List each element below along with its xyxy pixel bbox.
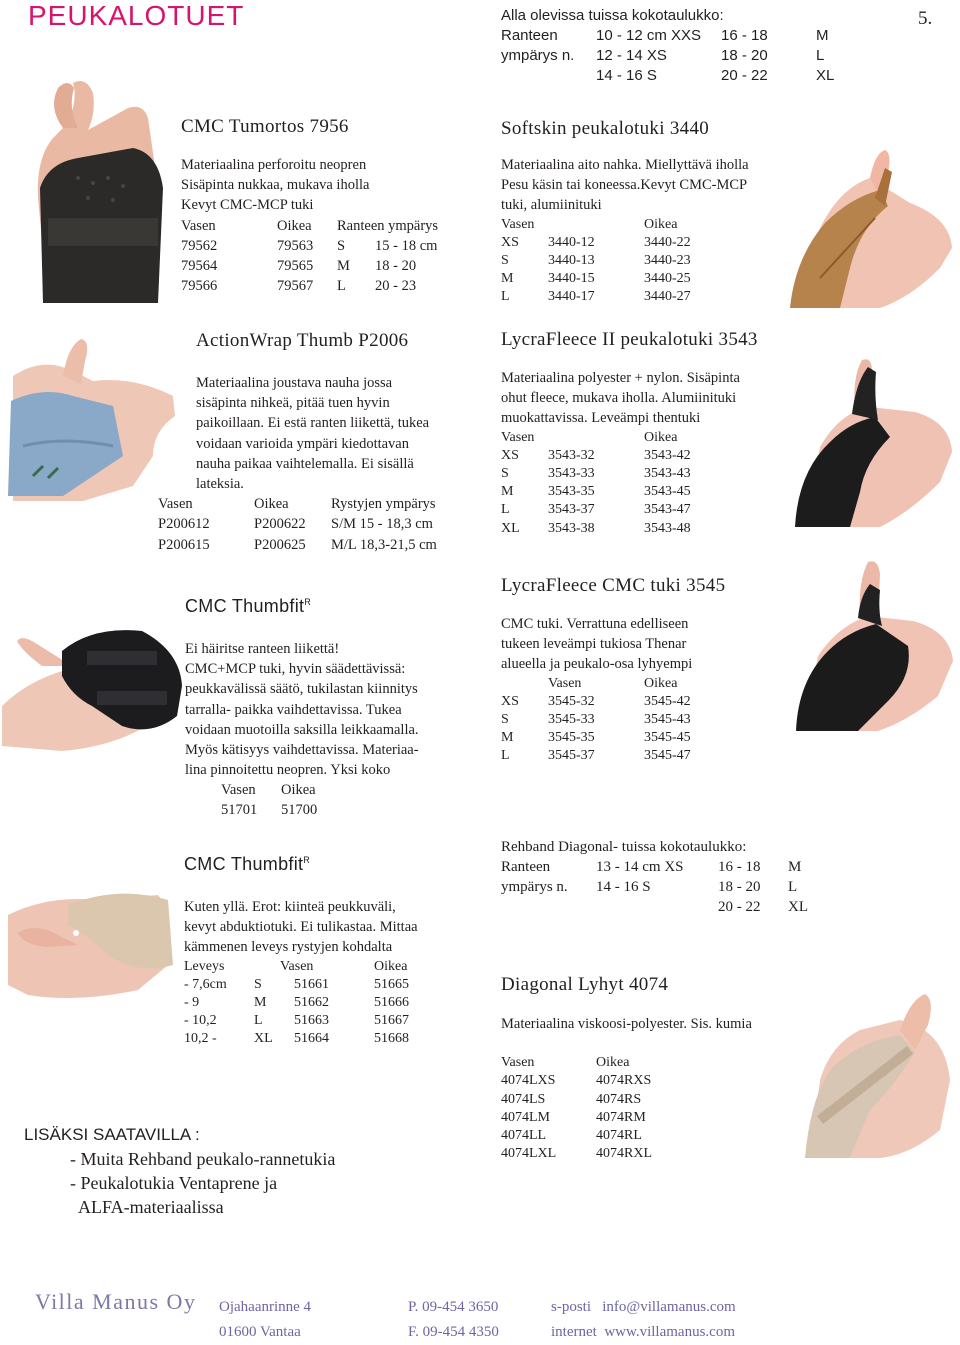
table-cell: Ranteen ympärys (337, 217, 439, 234)
size-cell: 18 - 20 (718, 879, 761, 895)
hand-with-beige-thumbfit-splint-image (8, 855, 176, 1003)
size-cell: 13 - 14 cm XS (596, 859, 684, 875)
product-desc-line: Myös kätisyys vaihdettavissa. Materiaa- (185, 742, 419, 759)
table-cell: S/M 15 - 18,3 cm (331, 516, 433, 533)
table-cell: 3545-35 (548, 730, 595, 746)
product-title: LycraFleece CMC tuki 3545 (501, 575, 726, 596)
product-desc-line: peukkavälissä säätö, tukilastan kiinnitys (185, 681, 418, 698)
hand-with-black-lycrafleece-thumb-support-image (790, 352, 955, 527)
table-cell: Oikea (644, 216, 678, 232)
size-chart-diagonal (501, 837, 821, 917)
table-cell: Leveys (184, 958, 225, 974)
table-cell: S (501, 712, 509, 728)
size-cell: L (816, 47, 825, 64)
product-title-text: CMC Thumbfit (185, 596, 305, 616)
table-cell: 79566 (181, 278, 218, 295)
size-cell: 10 - 12 cm XXS (596, 27, 702, 44)
product-title: Softskin peukalotuki 3440 (501, 118, 710, 139)
table-cell: Oikea (644, 675, 678, 691)
hand-with-tan-leather-thumb-splint-image (780, 148, 955, 310)
table-cell: 51700 (281, 802, 318, 819)
footer-address (219, 1295, 311, 1345)
table-cell: 4074LM (501, 1109, 550, 1125)
product-desc-line: tukeen leveämpi tukiosa Thenar (501, 636, 687, 653)
table-cell: 3545-33 (548, 712, 595, 728)
product-51700 (185, 596, 485, 820)
table-cell: Oikea (374, 958, 408, 974)
table-cell: Oikea (281, 782, 316, 799)
size-chart-heading: Alla olevissa tuissa kokotaulukko: (501, 7, 724, 24)
table-cell: 51663 (294, 1013, 329, 1029)
table-cell: 4074RS (596, 1091, 642, 1107)
table-cell: Vasen (501, 429, 535, 445)
table-cell: 15 - 18 cm (375, 237, 438, 254)
extra-line: ALFA-materiaalissa (70, 1197, 224, 1217)
product-title: ActionWrap Thumb P2006 (196, 330, 409, 351)
product-desc-line: alueella ja peukalo-osa lyhyempi (501, 656, 693, 673)
size-cell (501, 897, 596, 917)
hand-with-black-perforated-thumb-brace-image (8, 68, 176, 308)
table-cell: XS (501, 234, 519, 250)
table-cell: 51665 (374, 976, 409, 992)
product-desc-line: Kevyt CMC-MCP tuki (181, 197, 314, 214)
table-cell: 4074RM (596, 1109, 646, 1125)
table-cell: Vasen (501, 1055, 535, 1071)
fax-number: F. 09-454 4350 (408, 1324, 499, 1340)
product-7956 (181, 116, 475, 296)
footer-phone (408, 1295, 499, 1345)
table-cell: L (501, 289, 510, 305)
table-cell: P200615 (158, 536, 210, 553)
size-cell: 16 - 18 (721, 27, 768, 44)
product-desc-line: Materiaalina perforoitu neopren (181, 157, 367, 173)
table-cell: - 9 (184, 995, 200, 1011)
table-cell: Vasen (280, 958, 314, 974)
table-cell: S (501, 466, 509, 482)
hand-with-blue-wrap-thumb-support-image (3, 336, 178, 501)
table-cell: 3543-37 (548, 502, 595, 518)
table-cell: 3543-35 (548, 484, 595, 500)
size-cell (596, 897, 718, 917)
table-cell: 79565 (277, 258, 314, 275)
table-cell: Vasen (181, 217, 216, 234)
table-cell: - 7,6cm (184, 976, 227, 992)
table-cell: 3545-47 (644, 748, 691, 764)
page-number: 5. (918, 8, 933, 29)
table-cell (548, 216, 644, 234)
table-cell: 4074LXS (501, 1073, 556, 1089)
product-desc-line: voidaan muotoilla saksilla leikkaamalla. (185, 721, 419, 738)
size-cell (501, 66, 596, 86)
table-cell: 4074RXL (596, 1146, 652, 1162)
product-3545 (501, 575, 801, 766)
table-cell: XS (501, 447, 519, 463)
product-title: Diagonal Lyhyt 4074 (501, 974, 669, 995)
table-cell: 3543-48 (644, 520, 691, 536)
size-cell: 12 - 14 XS (596, 47, 667, 64)
product-title-text: CMC Thumbfit (184, 854, 304, 874)
product-4074 (501, 974, 801, 1163)
table-cell: 3545-43 (644, 712, 691, 728)
table-cell: P200622 (254, 516, 306, 533)
table-cell: 79564 (181, 258, 218, 275)
table-cell: 51661 (294, 976, 329, 992)
extra-line: - Peukalotukia Ventaprene ja (70, 1173, 278, 1193)
product-desc-line: Kuten yllä. Erot: kiinteä peukkuväli, (184, 899, 396, 915)
table-cell: L (337, 278, 346, 295)
product-desc-line: Materiaalina viskoosi-polyester. Sis. kumia (501, 1016, 752, 1032)
table-cell: 3440-13 (548, 253, 595, 269)
table-cell: M (501, 271, 514, 287)
extra-line: - Muita Rehband peukalo-rannetukia (70, 1149, 336, 1169)
table-cell: 51667 (374, 1013, 409, 1029)
size-cell: 20 - 22 (721, 67, 768, 84)
registered-mark: R (303, 855, 311, 865)
table-cell: 3545-45 (644, 730, 691, 746)
table-cell: Vasen (158, 496, 193, 513)
table-cell: 18 - 20 (375, 258, 417, 275)
table-cell: 3545-32 (548, 693, 595, 709)
size-cell: 16 - 18 (718, 859, 761, 875)
table-cell (548, 429, 644, 447)
size-cell: L (788, 879, 798, 895)
table-cell: Oikea (277, 217, 312, 234)
product-p2006 (158, 330, 488, 555)
size-cell: 18 - 20 (721, 47, 768, 64)
size-cell: ympärys n. (501, 879, 568, 895)
table-cell: M (501, 730, 514, 746)
email-label: s-posti (551, 1299, 592, 1315)
table-cell: Oikea (596, 1055, 630, 1071)
table-cell: Oikea (254, 496, 289, 513)
web-label: internet (551, 1324, 597, 1340)
table-cell: Vasen (501, 216, 535, 232)
table-cell: S (501, 253, 509, 269)
phone-number: P. 09-454 3650 (408, 1299, 499, 1315)
product-desc-line: lina pinnoitettu neopren. Yksi koko (185, 762, 391, 779)
product-desc-line: Materiaalina joustava nauha jossa (196, 375, 393, 391)
table-cell: 3440-15 (548, 271, 595, 287)
product-3440 (501, 118, 801, 307)
size-cell: Ranteen (501, 27, 558, 44)
table-cell: XL (254, 1031, 273, 1047)
table-cell (501, 675, 548, 693)
table-cell: 10,2 - (184, 1031, 217, 1047)
product-desc-line: nauha paikaa vaihtelemalla. Ei sisällä (196, 455, 414, 472)
product-desc-line: CMC tuki. Verrattuna edelliseen (501, 616, 689, 632)
table-cell: P200625 (254, 536, 306, 553)
size-cell: 14 - 16 S (596, 879, 651, 895)
table-cell: L (254, 1013, 263, 1029)
table-cell: Vasen (548, 675, 582, 691)
size-cell: ympärys n. (501, 47, 575, 64)
table-cell: 3545-42 (644, 693, 691, 709)
hand-with-black-cmc-thumb-support-image (788, 556, 955, 731)
table-cell: - 10,2 (184, 1013, 217, 1029)
table-cell: XL (501, 520, 520, 536)
table-cell: 4074LL (501, 1128, 547, 1144)
table-cell: M (254, 995, 267, 1011)
product-3543 (501, 329, 801, 538)
size-chart-top (501, 6, 835, 86)
footer-contact (551, 1295, 736, 1345)
size-cell: 20 - 22 (718, 899, 761, 915)
table-cell: M (501, 484, 514, 500)
table-cell: 3543-38 (548, 520, 595, 536)
table-cell: 3440-25 (644, 271, 691, 287)
table-cell: 3543-42 (644, 447, 691, 463)
table-cell: M (337, 258, 350, 275)
email-link[interactable]: info@villamanus.com (602, 1299, 736, 1315)
table-cell: S (254, 976, 262, 992)
table-cell: 51664 (294, 1031, 329, 1047)
table-cell: Oikea (644, 429, 678, 445)
hand-with-beige-diagonal-thumb-support-image (800, 990, 955, 1158)
product-desc-line: paikoillaan. Ei estä ranten liikettä, tukea (196, 415, 430, 432)
table-cell: Vasen (221, 782, 256, 799)
table-cell: 3543-47 (644, 502, 691, 518)
product-desc-line: kämmenen leveys rystyjen kohdalta (184, 939, 393, 956)
table-cell: 20 - 23 (375, 278, 417, 295)
hand-with-black-neoprene-thumbfit-brace-image (2, 596, 184, 756)
table-cell: 4074RXS (596, 1073, 652, 1089)
product-desc-line: lateksia. (196, 476, 244, 493)
product-title: LycraFleece II peukalotuki 3543 (501, 329, 758, 350)
product-desc-line: Sisäpinta nukkaa, mukava iholla (181, 177, 370, 194)
table-cell: 79562 (181, 237, 218, 254)
table-cell: 51701 (221, 802, 258, 819)
table-cell: 3440-17 (548, 289, 595, 305)
product-desc-line: tuki, alumiinituki (501, 197, 602, 214)
table-cell: 4074LXL (501, 1146, 557, 1162)
address-line: Ojahaanrinne 4 (219, 1299, 312, 1315)
table-cell: 3543-43 (644, 466, 691, 482)
web-link[interactable]: www.villamanus.com (604, 1324, 735, 1340)
table-cell: XS (501, 693, 519, 709)
product-desc-line: kevyt abduktiotuki. Ei tulikastaa. Mittaa (184, 919, 418, 936)
product-title (184, 854, 484, 875)
page-title: PEUKALOTUET (28, 0, 245, 31)
table-cell: 3440-22 (644, 234, 691, 250)
table-cell: 79567 (277, 278, 314, 295)
product-5166 (184, 854, 484, 1049)
table-cell: S (337, 237, 346, 254)
product-desc-line: sisäpinta nihkeä, pitää tuen hyvin (196, 395, 390, 412)
product-desc-line: Ei häiritse ranteen liikettä! (185, 641, 340, 657)
table-cell: M/L 18,3-21,5 cm (331, 536, 437, 553)
product-desc-line: tarralla- paikka vaihdettavissa. Tukea (185, 701, 402, 718)
table-cell: P200612 (158, 516, 210, 533)
table-cell: 3440-27 (644, 289, 691, 305)
registered-mark: R (304, 597, 312, 607)
size-cell: XL (788, 899, 808, 915)
size-cell: M (788, 859, 802, 875)
size-cell: 14 - 16 S (596, 67, 657, 84)
product-desc-line: CMC+MCP tuki, hyvin säädettävissä: (185, 661, 406, 678)
table-cell: 4074LS (501, 1091, 546, 1107)
product-desc-line: voidaan varioida ympäri kiedottavan (196, 435, 409, 452)
table-cell: 3543-33 (548, 466, 595, 482)
table-cell: 51666 (374, 995, 409, 1011)
product-desc-line: ohut fleece, mukava iholla. Alumiinituki (501, 390, 737, 407)
company-name: Villa Manus Oy (35, 1289, 197, 1314)
table-cell: 3440-12 (548, 234, 595, 250)
extra-heading: LISÄKSI SAATAVILLA : (24, 1125, 200, 1144)
table-cell: 51662 (294, 995, 329, 1011)
table-cell: L (501, 502, 510, 518)
product-title (185, 596, 485, 617)
table-cell: 3545-37 (548, 748, 595, 764)
table-cell: 3543-45 (644, 484, 691, 500)
table-cell: 3440-23 (644, 253, 691, 269)
table-cell: 79563 (277, 237, 314, 254)
product-desc-line: Pesu käsin tai koneessa.Kevyt CMC-MCP (501, 177, 748, 194)
size-cell: M (816, 27, 829, 44)
size-chart-heading: Rehband Diagonal- tuissa kokotaulukko: (501, 839, 747, 855)
table-cell: 51668 (374, 1031, 409, 1047)
product-desc-line: Materiaalina aito nahka. Miellyttävä iholla (501, 157, 749, 173)
table-cell: L (501, 748, 510, 764)
table-cell: 3543-32 (548, 447, 595, 463)
size-cell: XL (816, 67, 835, 84)
product-title: CMC Tumortos 7956 (181, 116, 349, 137)
address-line: 01600 Vantaa (219, 1324, 301, 1340)
table-cell: Rystyjen ympärys (331, 496, 436, 513)
product-desc-line: muokattavissa. Leveämpi thentuki (501, 410, 701, 427)
product-desc-line: Materiaalina polyester + nylon. Sisäpinta (501, 370, 740, 386)
size-cell: Ranteen (501, 859, 551, 875)
table-cell: 4074RL (596, 1128, 642, 1144)
extra-availability (24, 1123, 335, 1219)
